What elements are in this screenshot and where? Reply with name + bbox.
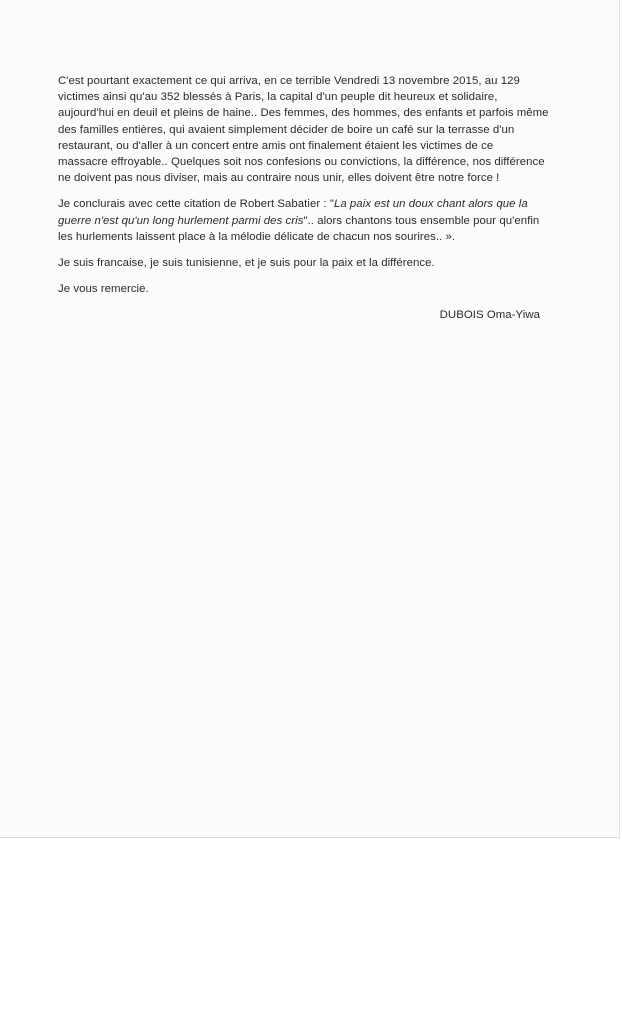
text-line: les hurlements laissent place à la mélodie délicate de chacun nos sourires.. ». [58, 230, 456, 243]
text-line: aujourd'hui en deuil et pleins de haine.. Des femmes, des hommes, des enfants et parfois même [58, 107, 549, 120]
text-line: restaurant, ou d'aller à un concert entre amis ont finalement étaient les victimes de ce [58, 139, 494, 152]
quote-continuation: ".. alors chantons tous ensemble pour qu'enfin [303, 214, 540, 227]
text-line: C'est pourtant exactement ce qui arriva, en ce terrible Vendredi 13 novembre 2015, au 129 [58, 75, 520, 87]
text-line: Je vous remercie. [58, 283, 149, 296]
paragraph-identity [58, 255, 548, 271]
quote-text: guerre n'est qu'un long hurlement parmi des cris [58, 214, 304, 227]
text-line [58, 196, 548, 212]
text-line: ne doivent pas nous diviser, mais au contraire nous unir, elles doivent être notre force ! [58, 172, 500, 185]
paragraph-attack-account [58, 73, 548, 186]
paragraph-quotation [58, 196, 548, 245]
text-line: des familles entières, qui avaient simplement décider de boire un café sur la terrasse d'un [58, 123, 515, 136]
signature: DUBOIS Oma-Yiwa [439, 309, 540, 322]
paragraph-thanks [58, 281, 548, 297]
text-line: victimes ainsi qu'au 352 blessés à Paris, la capital d'un peuple dit heureux et solidaire, [58, 91, 498, 104]
letter-body [58, 73, 548, 324]
text-line: massacre effroyable.. Quelques soit nos confesions ou convictions, la différence, nos différence [58, 156, 545, 169]
text-line: Je suis francaise, je suis tunisienne, et je suis pour la paix et la différence. [58, 257, 435, 270]
text-line [58, 213, 548, 229]
quote-intro: Je conclurais avec cette citation de Robert Sabatier : " [58, 198, 334, 211]
quote-text: La paix est un doux chant alors que la [333, 198, 528, 211]
